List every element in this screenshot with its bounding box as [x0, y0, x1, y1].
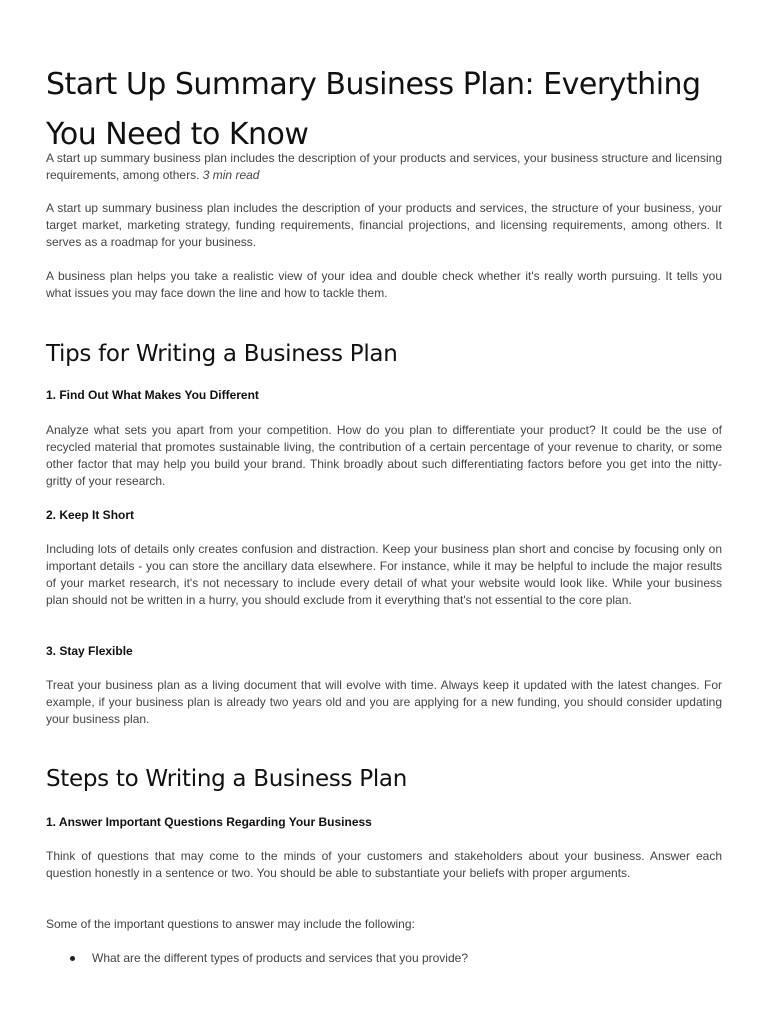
tip-1-body: Analyze what sets you apart from your competition. How do you plan to differentiate your product? It could be the use of recycled material that promotes sustainable living, the contribution of a certain percentage of your revenue to charity, or some other factor that may help you build your brand. Think broadly about such differentiating factors before you get into the nitty-gritty of your research. — [46, 423, 722, 488]
read-time: 3 min read — [202, 168, 260, 182]
list-item-text: What are the different types of products and services that you provide? — [92, 951, 468, 965]
paragraph-realistic-view: A business plan helps you take a realistic view of your idea and double check whether it's really worth pursuing. It tells you what issues you may face down the line and how to tackle them. — [46, 269, 722, 300]
paragraph-roadmap: A start up summary business plan includes the description of your products and services, the structure of your business, your target market, marketing strategy, funding requirements, financial projections, and licensing requirements, among others. It serves as a roadmap for your business. — [46, 201, 722, 249]
list-item — [46, 950, 722, 967]
article-intro — [46, 150, 722, 184]
tips-heading: Tips for Writing a Business Plan — [46, 341, 398, 367]
step-1-title: 1. Answer Important Questions Regarding Your Business — [46, 815, 372, 829]
intro-text: A start up summary business plan includes the description of your products and services, your business structure and licensing requirements, among others. — [46, 151, 722, 182]
tip-2-body: Including lots of details only creates confusion and distraction. Keep your business plan short and concise by focusing only on important details - you can store the ancillary data elsewhere. For instance, while it may be helpful to include the major results of your market research, it's not necessary to include every detail of what your website would look like. While your business plan should not be written in a hurry, you should exclude from it everything that's not essential to the core plan. — [46, 542, 722, 607]
step-1-body: Think of questions that may come to the minds of your customers and stakeholders about your business. Answer each question honestly in a sentence or two. You should be able to substantiate your beliefs with proper arguments. — [46, 849, 722, 880]
step-1-questions-intro: Some of the important questions to answer may include the following: — [46, 917, 415, 931]
tip-1-title: 1. Find Out What Makes You Different — [46, 388, 259, 402]
steps-heading: Steps to Writing a Business Plan — [46, 766, 407, 792]
article-title: Start Up Summary Business Plan: Everything You Need to Know — [46, 67, 701, 152]
questions-list — [46, 950, 722, 967]
tip-2-title: 2. Keep It Short — [46, 508, 135, 522]
tip-3-title: 3. Stay Flexible — [46, 644, 133, 658]
tip-3-body: Treat your business plan as a living document that will evolve with time. Always keep it updated with the latest changes. For example, if your business plan is already two years old and you are applying for a new funding, you should consider updating your business plan. — [46, 678, 722, 726]
bullet-icon — [70, 956, 75, 961]
